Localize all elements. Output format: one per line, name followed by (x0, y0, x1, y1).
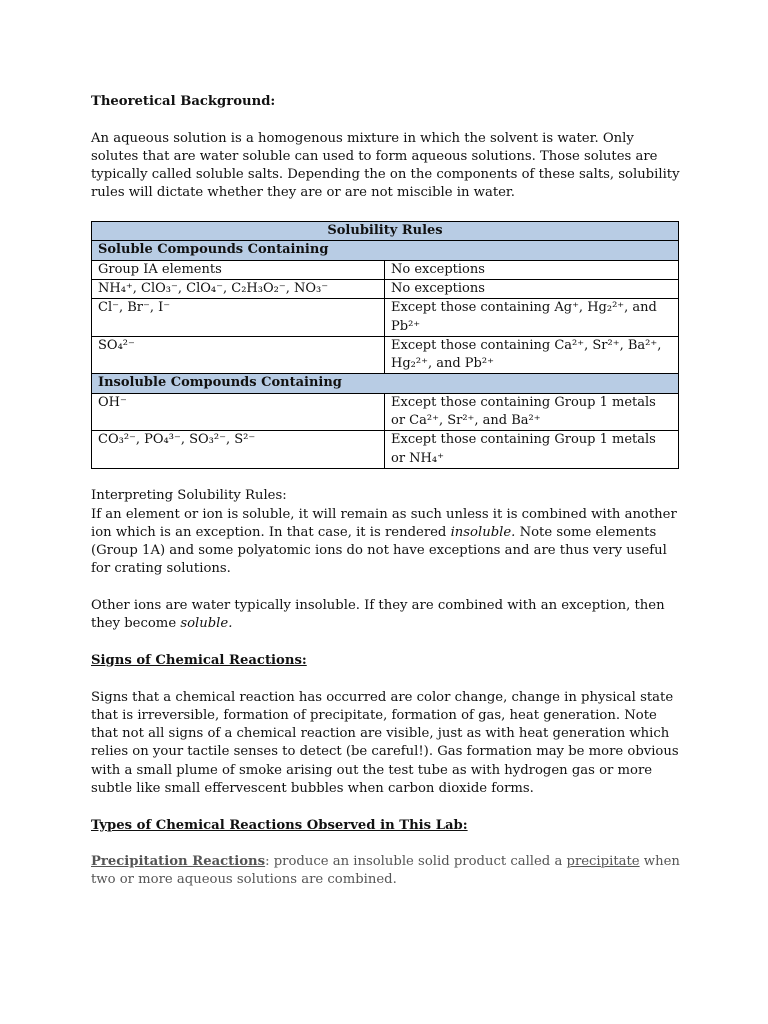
interpreting-title: Interpreting Solubility Rules: (91, 488, 287, 504)
exception-cell: Except those containing Ag⁺, Hg₂²⁺, and Pb²⁺ (385, 299, 679, 337)
precipitation-text-after: when two or more aqueous solutions are combined. (91, 854, 680, 888)
other-ions-text: Other ions are water typically insoluble. If they are combined with an exception, then they become (91, 598, 665, 632)
signs-heading: Signs of Chemical Reactions: (91, 652, 307, 668)
interpreting-paragraph (91, 506, 681, 579)
interpreting-text-after: Note some elements (Group 1A) and some polyatomic ions do not have exceptions and are thus very useful for crating solutions. (91, 524, 667, 577)
ion-cell: Cl⁻, Br⁻, I⁻ (92, 299, 385, 337)
exception-cell: No exceptions (385, 260, 679, 279)
ion-cell: CO₃²⁻, PO₄³⁻, SO₃²⁻, S²⁻ (92, 431, 385, 469)
exception-cell: Except those containing Group 1 metals or NH₄⁺ (385, 431, 679, 469)
precipitate-keyword: precipitate (566, 854, 640, 870)
table-row (92, 336, 679, 374)
intro-paragraph: An aqueous solution is a homogenous mixture in which the solvent is water. Only solutes that are water soluble can used to form aqueous solutions. Those solutes are typically called soluble salts. Depending the on the components of these salts, solubility rules will dictate whether they are or are not miscible in water. (91, 130, 680, 201)
insoluble-header-row (92, 374, 679, 393)
signs-paragraph: Signs that a chemical reaction has occurred are color change, change in physical state that is irreversible, formation of precipitate, formation of gas, heat generation. Note that not all signs of a chemical reaction are visible, just as with heat generation which relies on your tactile senses to detect (be careful!). Gas formation may be more obvious with a small plume of smoke arising out the test tube as with hydrogen gas or more subtle like small effervescent bubbles when carbon dioxide forms. (91, 689, 679, 796)
soluble-header-row (92, 241, 679, 260)
table-row (92, 431, 679, 469)
ion-cell: NH₄⁺, ClO₃⁻, ClO₄⁻, C₂H₃O₂⁻, NO₃⁻ (92, 279, 385, 298)
ion-cell: Group IA elements (92, 260, 385, 279)
solubility-rules-table (91, 221, 679, 469)
table-row (92, 299, 679, 337)
ion-cell: SO₄²⁻ (92, 336, 385, 374)
table-title-row (92, 222, 679, 241)
insoluble-header: Insoluble Compounds Containing (92, 374, 679, 393)
table-row (92, 393, 679, 431)
soluble-header: Soluble Compounds Containing (92, 241, 679, 260)
document-page (91, 93, 681, 890)
precipitation-term: Precipitation Reactions (91, 854, 266, 870)
table-row (92, 260, 679, 279)
table-title: Solubility Rules (92, 222, 679, 241)
exception-cell: Except those containing Group 1 metals or Ca²⁺, Sr²⁺, and Ba²⁺ (385, 393, 679, 431)
interpreting-text-before: If an element or ion is soluble, it will remain as such unless it is combined with another ion which is an exception. In that case, it is rendered (91, 506, 677, 540)
exception-cell: No exceptions (385, 279, 679, 298)
table-row (92, 279, 679, 298)
ion-cell: OH⁻ (92, 393, 385, 431)
precipitation-paragraph (91, 853, 681, 890)
exception-cell: Except those containing Ca²⁺, Sr²⁺, Ba²⁺, Hg₂²⁺, and Pb²⁺ (385, 336, 679, 374)
soluble-emphasis: soluble. (180, 616, 233, 632)
section-heading-theoretical-background: Theoretical Background: (91, 94, 276, 109)
precipitation-text-before: : produce an insoluble solid product called a (265, 854, 567, 870)
insoluble-emphasis: insoluble. (450, 524, 516, 540)
other-ions-paragraph (91, 597, 681, 634)
types-heading: Types of Chemical Reactions Observed in This Lab: (91, 817, 468, 833)
